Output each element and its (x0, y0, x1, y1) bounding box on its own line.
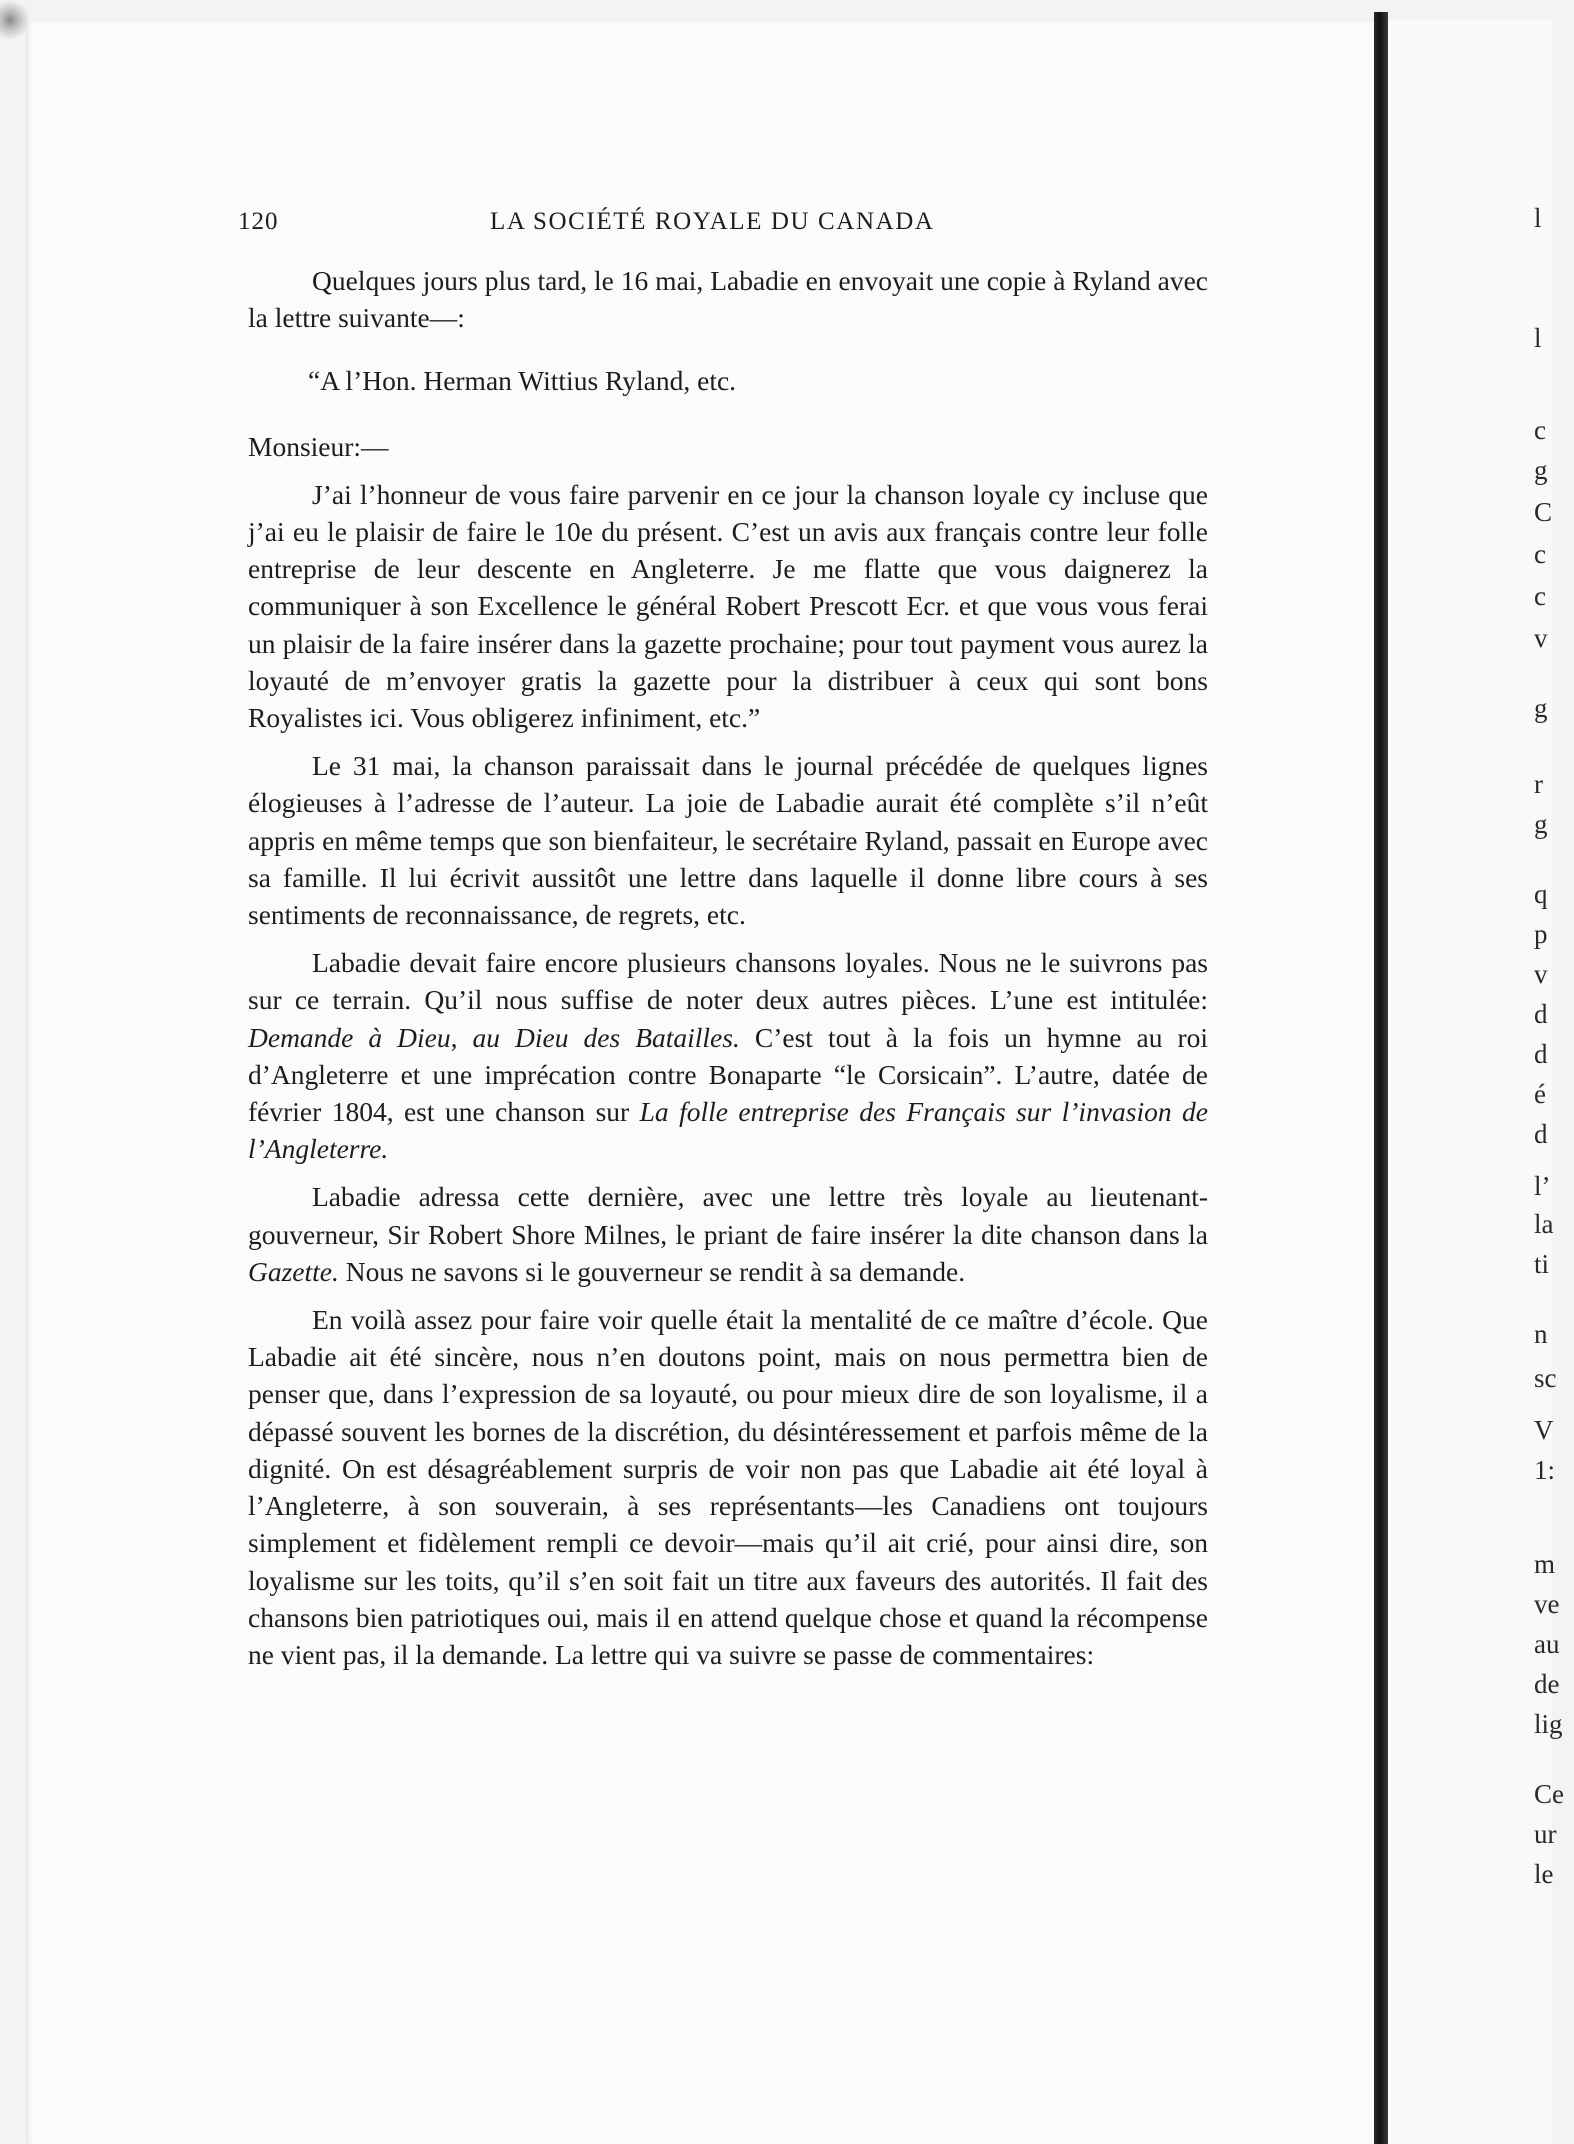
facing-page-fragment: C (1534, 497, 1553, 527)
facing-page-fragment: sc (1534, 1363, 1557, 1393)
song-title-folle-entreprise: La folle entreprise des Français sur l’invasion de l’Angleterre. (248, 1096, 1208, 1165)
milnes-text-1: Labadie adressa cette dernière, avec une lettre très loyale au lieutenant-gouverneur, Sir Robert Shore Milnes, le priant de faire insérer la dite chanson dans la (248, 1181, 1208, 1250)
page-number: 120 (238, 208, 279, 235)
facing-page-fragment: l (1534, 203, 1542, 233)
facing-page-fragment: d (1534, 999, 1548, 1029)
facing-page-fragment: ti (1534, 1249, 1550, 1279)
milnes-text-2: Nous ne savons si le gouverneur se rendit à sa demande. (345, 1255, 966, 1287)
journal-title: LA SOCIÉTÉ ROYALE DU CANADA (490, 208, 935, 235)
facing-page-fragment: 1: (1534, 1455, 1556, 1485)
facing-page-fragment: au (1534, 1629, 1560, 1659)
facing-page (1388, 20, 1552, 2144)
facing-page-fragment: v (1534, 959, 1548, 989)
book-spine (1374, 12, 1388, 2144)
facing-page-fragment: r (1534, 769, 1543, 799)
gazette-title: Gazette. (248, 1255, 339, 1287)
letter-body: J’ai l’honneur de vous faire parvenir en ce jour la chanson loyale cy incluse que j’ai eu le plaisir de faire le 10e du présent. C’est un avis aux français contre leur folle entreprise de leur descente en Angleterre. Je me flatte que vous daignerez la communiquer à son Excellence le général Robert Prescott Ecr. et que vous vous ferai un plaisir de la faire insérer dans la gazette prochaine; pour tout payment vous aurez la loyauté de m’envoyer gratis la gazette pour la distribuer à ceux qui sont bons Royalistes ici. Vous obligerez infiniment, etc.” (248, 478, 1208, 734)
facing-page-fragment: ur (1534, 1819, 1557, 1849)
facing-page-fragment: g (1534, 693, 1548, 723)
scan-artifact (0, 0, 30, 50)
facing-page-fragment: l (1534, 323, 1542, 353)
facing-page-fragment: g (1534, 455, 1548, 485)
facing-page-fragment: c (1534, 539, 1546, 569)
facing-page-fragment: g (1534, 809, 1548, 839)
running-head (238, 208, 1228, 244)
facing-page-fragment: n (1534, 1319, 1548, 1349)
paragraph-may-31: Le 31 mai, la chanson paraissait dans le journal précédée de quelques lignes élogieuses à l’adresse de l’auteur. La joie de Labadie aurait été complète s’il n’eût appris en même temps que son bienfaiteur, le secrétaire Ryland, passait en Europe avec sa famille. Il lui écrivit aussitôt une lettre dans laquelle il donne libre cours à ses sentiments de reconnaissance, de regrets, etc. (248, 750, 1208, 931)
facing-page-fragment: de (1534, 1669, 1560, 1699)
facing-page-fragment: c (1534, 581, 1546, 611)
facing-page-fragment: ve (1534, 1589, 1560, 1619)
facing-page-fragment: d (1534, 1039, 1548, 1069)
paragraph-intro: Quelques jours plus tard, le 16 mai, Labadie en envoyait une copie à Ryland avec la lettre suivante—: (248, 265, 1208, 334)
facing-page-fragment: v (1534, 623, 1548, 653)
facing-page-fragment: c (1534, 415, 1546, 445)
letter-greeting: Monsieur:— (248, 430, 389, 462)
facing-page-fragment: d (1534, 1119, 1548, 1149)
song-title-demande: Demande à Dieu, au Dieu des Batailles. (248, 1021, 740, 1053)
facing-page-fragment: le (1534, 1859, 1554, 1889)
facing-page-fragment: l’ (1534, 1171, 1551, 1201)
paragraph-milnes (248, 1178, 1208, 1290)
facing-page-fragment: p (1534, 919, 1548, 949)
facing-page-fragment: lig (1534, 1709, 1563, 1739)
facing-page-fragment: é (1534, 1079, 1546, 1109)
page-body (248, 262, 1208, 1673)
songs-text-2: C’est tout à la fois un hymne au roi d’Angleterre et une imprécation contre Bonaparte “le Corsicain”. L’autre, datée de février 1804, est une chanson sur (248, 1021, 1209, 1128)
songs-text-1: Labadie devait faire encore plusieurs chansons loyales. Nous ne le suivrons pas sur ce terrain. Qu’il nous suffise de noter deux autres pièces. L’une est intitulée: (248, 947, 1208, 1016)
facing-page-fragment: la (1534, 1209, 1554, 1239)
paragraph-conclusion: En voilà assez pour faire voir quelle était la mentalité de ce maître d’école. Que Labadie ait été sincère, nous n’en doutons point, mais on nous permettra bien de penser que, dans l’expression de sa loyauté, ou pour mieux dire de son loyalisme, il a dépassé souvent les bornes de la discrétion, du désintéressement et parfois même de la dignité. On est désagréablement surpris de voir non pas que Labadie ait été loyal à l’Angleterre, à son souverain, à ses représentants—les Canadiens ont toujours simplement et fidèlement rempli ce devoir—mais qu’il ait crié, pour ainsi dire, son loyalisme sur les toits, qu’il s’en soit fait un titre aux faveurs des autorités. Il fait des chansons bien patriotiques oui, mais il en attend quelque chose et quand la récompense ne vient pas, il la demande. La lettre qui va suivre se passe de commentaires: (248, 1304, 1208, 1670)
letter-salutation: “A l’Hon. Herman Wittius Ryland, etc. (308, 365, 737, 397)
facing-page-fragment: V (1534, 1415, 1554, 1445)
facing-page-fragment: q (1534, 879, 1548, 909)
paragraph-loyal-songs (248, 944, 1208, 1167)
facing-page-fragment: Ce (1534, 1779, 1564, 1809)
facing-page-fragment: m (1534, 1549, 1556, 1579)
